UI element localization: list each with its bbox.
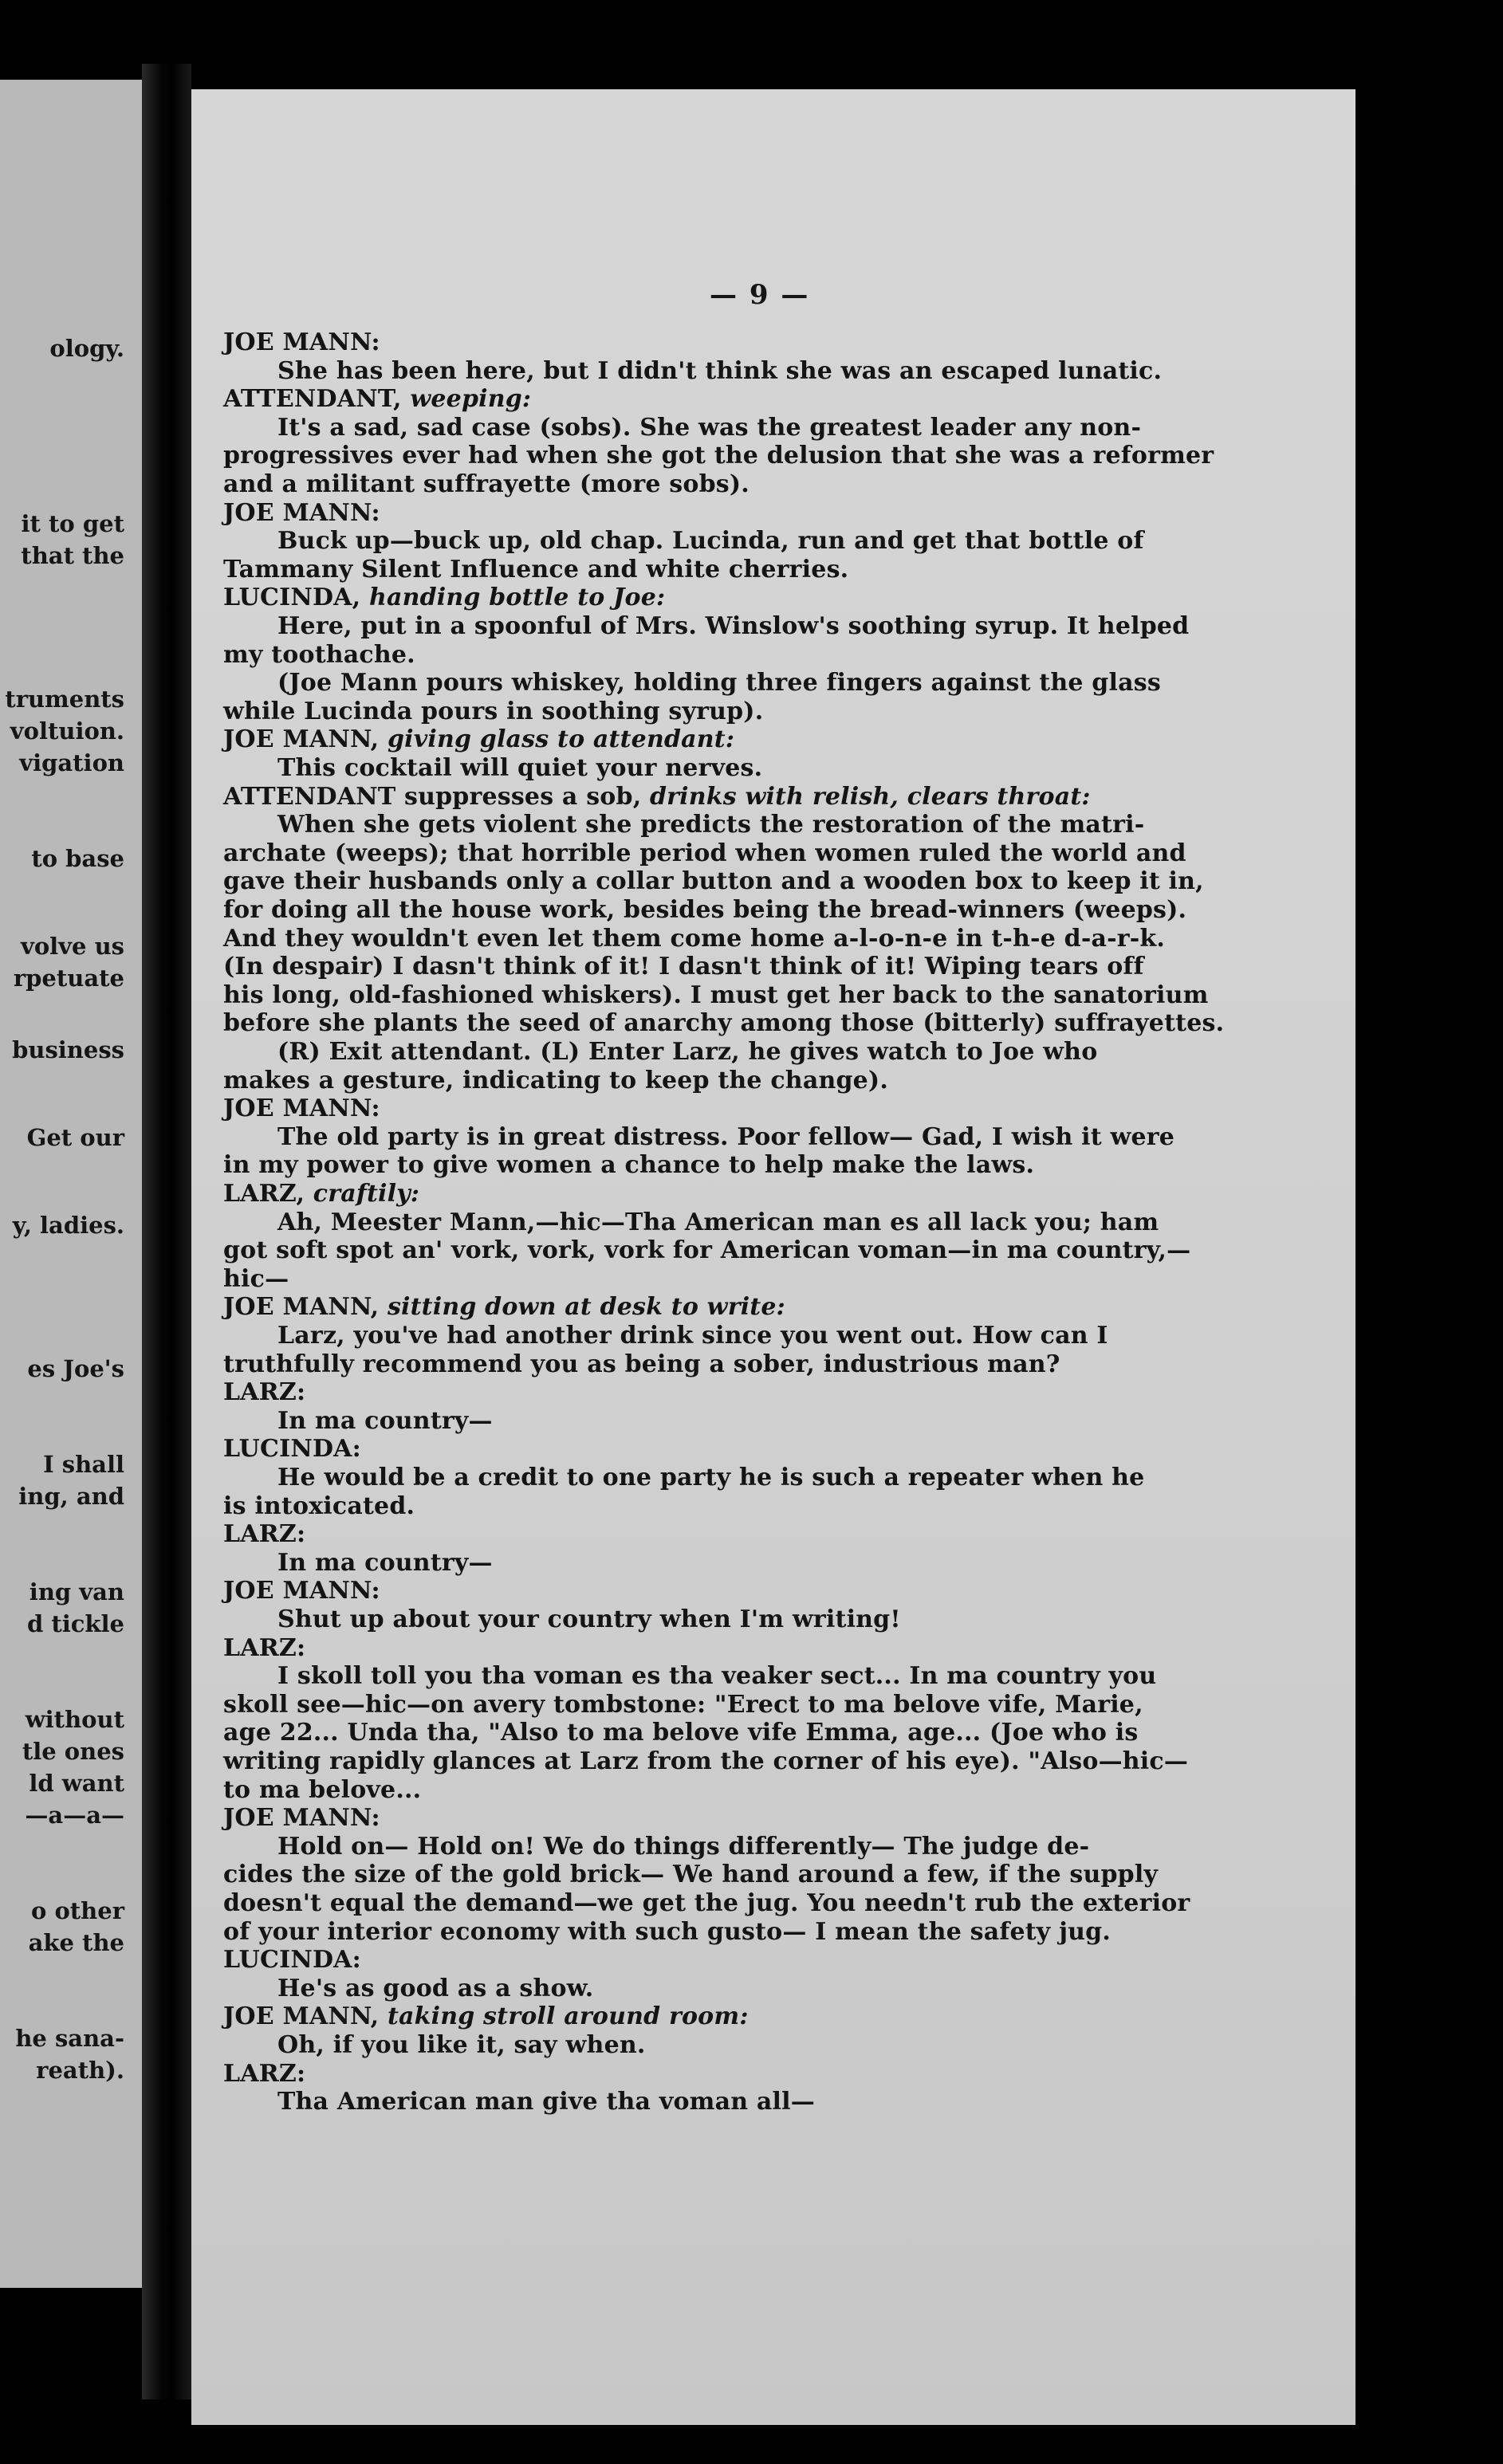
script-line: Oh, if you like it, say when. bbox=[277, 2031, 646, 2059]
speaker-name: ATTENDANT, bbox=[223, 385, 411, 414]
left-page-text-fragment: ake the bbox=[28, 1929, 124, 1956]
left-page-text-fragment: —a—a— bbox=[25, 1802, 124, 1829]
left-page-text-fragment: es Joe's bbox=[27, 1355, 124, 1382]
speaker-cue: LARZ: bbox=[223, 1633, 306, 1662]
left-page-text-fragment: I shall bbox=[43, 1451, 124, 1478]
left-page-text-fragment: that the bbox=[21, 542, 124, 569]
left-page-text-fragment: without bbox=[25, 1706, 124, 1733]
script-line: and a militant suffrayette (more sobs). bbox=[223, 470, 750, 498]
script-line: (R) Exit attendant. (L) Enter Larz, he gives watch to Joe who bbox=[277, 1038, 1098, 1066]
left-page-text-fragment: truments bbox=[5, 686, 124, 713]
script-line: Tammany Silent Influence and white cherries. bbox=[223, 555, 849, 584]
speaker-name: JOE MANN, bbox=[223, 2002, 388, 2031]
script-line: archate (weeps); that horrible period when women ruled the world and bbox=[223, 839, 1186, 867]
left-page-text-fragment: reath). bbox=[36, 2057, 124, 2084]
script-line: writing rapidly glances at Larz from the corner of his eye). "Also—hic— bbox=[223, 1747, 1189, 1775]
speaker-cue: LUCINDA: bbox=[223, 1946, 361, 1975]
left-page-text-fragment: it to get bbox=[21, 510, 124, 537]
speaker-cue bbox=[223, 584, 665, 611]
script-line: progressives ever had when she got the delusion that she was a reformer bbox=[223, 442, 1214, 470]
script-line: is intoxicated. bbox=[223, 1491, 415, 1520]
script-line: He's as good as a show. bbox=[277, 1974, 594, 2002]
speaker-name: LARZ, bbox=[223, 1180, 313, 1208]
speaker-cue bbox=[223, 783, 1091, 811]
speaker-cue: JOE MANN: bbox=[223, 1094, 380, 1123]
script-line: his long, old-fashioned whiskers). I must get her back to the sanatorium bbox=[223, 980, 1209, 1009]
script-line: truthfully recommend you as being a sober, industrious man? bbox=[223, 1350, 1060, 1378]
script-line: The old party is in great distress. Poor fellow— Gad, I wish it were bbox=[277, 1122, 1175, 1151]
left-page-text-fragment: o other bbox=[31, 1897, 124, 1924]
script-line: In ma country— bbox=[277, 1548, 493, 1577]
speaker-name: JOE MANN, bbox=[223, 1293, 388, 1322]
book-page bbox=[191, 89, 1355, 2425]
left-page-text-fragment: business bbox=[12, 1036, 124, 1063]
script-line: Tha American man give tha voman all— bbox=[277, 2088, 815, 2116]
script-line: of your interior economy with such gusto— I mean the safety jug. bbox=[223, 1917, 1111, 1946]
script-line: Buck up—buck up, old chap. Lucinda, run and get that bottle of bbox=[277, 527, 1144, 556]
script-line: Hold on— Hold on! We do things differently— The judge de- bbox=[277, 1832, 1090, 1861]
speaker-name: JOE MANN, bbox=[223, 725, 388, 754]
speaker-cue: JOE MANN: bbox=[223, 1577, 380, 1605]
speaker-cue: LARZ: bbox=[223, 1520, 306, 1549]
speaker-cue bbox=[223, 1293, 785, 1321]
speaker-cue: LARZ: bbox=[223, 1378, 306, 1407]
script-line: He would be a credit to one party he is such a repeater when he bbox=[277, 1464, 1145, 1491]
script-line: gave their husbands only a collar button and a wooden box to keep it in, bbox=[223, 867, 1204, 896]
script-line: got soft spot an' vork, vork, vork for American voman—in ma country,— bbox=[223, 1236, 1191, 1265]
speaker-cue bbox=[223, 385, 531, 413]
script-line: This cocktail will quiet your nerves. bbox=[277, 754, 763, 782]
left-page-text-fragment: ing van bbox=[29, 1578, 124, 1605]
speaker-cue bbox=[223, 1180, 419, 1208]
script-line: hic— bbox=[223, 1264, 289, 1293]
speaker-name: ATTENDANT suppresses a sob, bbox=[223, 782, 650, 811]
script-line: (Joe Mann pours whiskey, holding three fingers against the glass bbox=[277, 669, 1161, 698]
speaker-cue: LUCINDA: bbox=[223, 1435, 361, 1464]
speaker-cue: JOE MANN: bbox=[223, 1804, 380, 1833]
previous-page-fragment bbox=[0, 80, 142, 2288]
left-page-text-fragment: rpetuate bbox=[13, 965, 124, 992]
script-line: Shut up about your country when I'm writing! bbox=[277, 1605, 901, 1633]
script-line: It's a sad, sad case (sobs). She was the greatest leader any non- bbox=[277, 413, 1142, 442]
script-line: Here, put in a spoonful of Mrs. Winslow's soothing syrup. It helped bbox=[277, 612, 1190, 640]
script-line: Ah, Meester Mann,—hic—Tha American man es all lack you; ham bbox=[277, 1208, 1159, 1236]
left-page-text-fragment: ld want bbox=[29, 1770, 124, 1797]
script-line: (In despair) I dasn't think of it! I dasn't think of it! Wiping tears off bbox=[223, 953, 1144, 981]
script-line: makes a gesture, indicating to keep the change). bbox=[223, 1066, 888, 1094]
script-line: skoll see—hic—on avery tombstone: "Erect to ma belove vife, Marie, bbox=[223, 1690, 1143, 1719]
left-page-text-fragment: ing, and bbox=[18, 1483, 124, 1510]
left-page-text-fragment: voltuion. bbox=[10, 717, 124, 745]
script-line: doesn't equal the demand—we get the jug. You needn't rub the exterior bbox=[223, 1889, 1190, 1917]
left-page-text-fragment: he sana- bbox=[15, 2025, 124, 2052]
speaker-cue bbox=[223, 725, 734, 753]
left-page-text-fragment: tle ones bbox=[22, 1738, 124, 1765]
page-number: — 9 — bbox=[710, 279, 810, 311]
script-line: When she gets violent she predicts the restoration of the matri- bbox=[277, 811, 1145, 839]
left-page-text-fragment: Get our bbox=[26, 1124, 124, 1151]
left-page-text-fragment: y, ladies. bbox=[12, 1212, 124, 1239]
speaker-cue: LARZ: bbox=[223, 2059, 306, 2088]
stage-direction: drinks with relish, clears throat: bbox=[649, 782, 1091, 811]
speaker-cue bbox=[223, 2002, 749, 2030]
stage-direction: handing bottle to Joe: bbox=[368, 584, 666, 612]
script-line: In ma country— bbox=[277, 1406, 493, 1435]
script-line: I skoll toll you tha voman es tha veaker sect... In ma country you bbox=[277, 1662, 1157, 1691]
left-page-text-fragment: vigation bbox=[19, 749, 124, 776]
script-line: She has been here, but I didn't think she was an escaped lunatic. bbox=[277, 356, 1163, 385]
script-line: my toothache. bbox=[223, 640, 415, 669]
speaker-cue: JOE MANN: bbox=[223, 328, 380, 356]
script-line: for doing all the house work, besides being the bread-winners (weeps). bbox=[223, 896, 1187, 924]
script-line: cides the size of the gold brick— We hand around a few, if the supply bbox=[223, 1861, 1159, 1889]
page-gutter bbox=[142, 64, 191, 2399]
left-page-text-fragment: volve us bbox=[20, 933, 124, 960]
script-line: while Lucinda pours in soothing syrup). bbox=[223, 697, 764, 725]
left-page-text-fragment: d tickle bbox=[26, 1610, 124, 1637]
stage-direction: sitting down at desk to write: bbox=[387, 1293, 785, 1322]
stage-direction: giving glass to attendant: bbox=[387, 725, 735, 754]
script-line: age 22... Unda tha, "Also to ma belove vife Emma, age... (Joe who is bbox=[223, 1719, 1139, 1747]
script-line: in my power to give women a chance to help make the laws. bbox=[223, 1151, 1035, 1180]
stage-direction: craftily: bbox=[313, 1180, 420, 1208]
speaker-name: LUCINDA, bbox=[223, 584, 369, 612]
stage-direction: taking stroll around room: bbox=[387, 2002, 749, 2031]
stage-direction: weeping: bbox=[410, 385, 532, 414]
script-line: before she plants the seed of anarchy among those (bitterly) suffrayettes. bbox=[223, 1009, 1225, 1038]
left-page-text-fragment: ology. bbox=[49, 335, 124, 362]
script-line: And they wouldn't even let them come home a-l-o-n-e in t-h-e d-a-r-k. bbox=[223, 924, 1166, 953]
script-line: Larz, you've had another drink since you went out. How can I bbox=[277, 1322, 1108, 1350]
left-page-text-fragment: to base bbox=[31, 845, 124, 872]
speaker-cue: JOE MANN: bbox=[223, 498, 380, 527]
script-line: to ma belove... bbox=[223, 1775, 422, 1804]
